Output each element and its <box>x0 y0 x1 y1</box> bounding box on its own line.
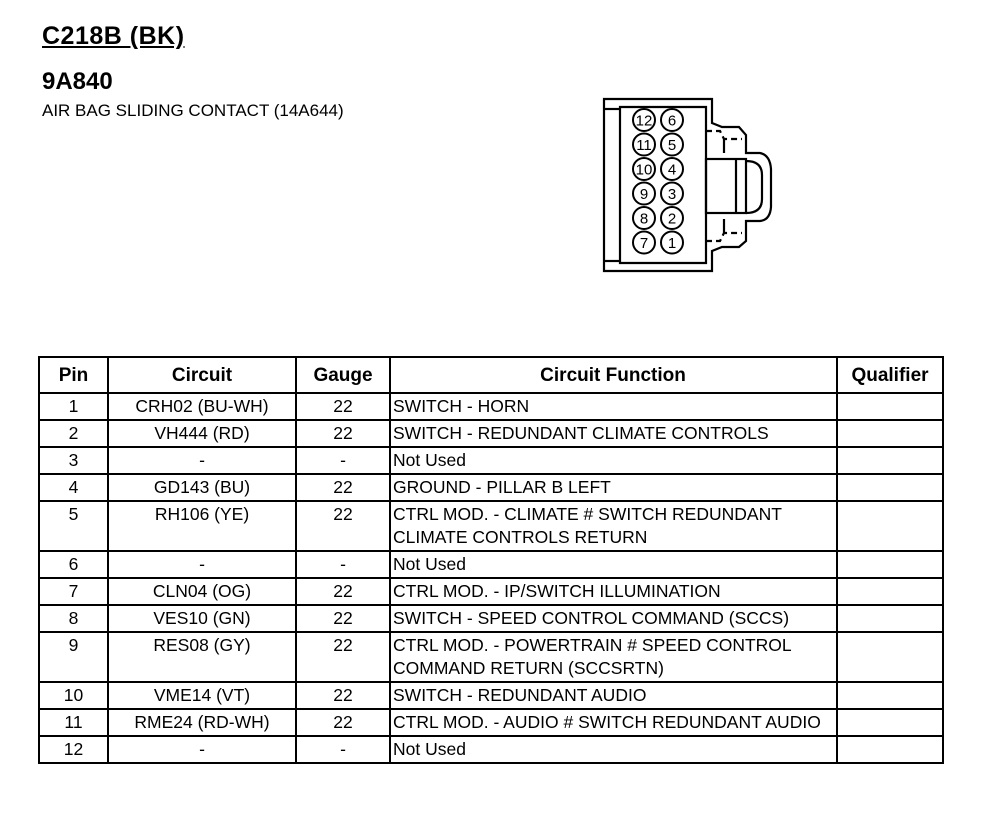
cell-pin: 3 <box>39 447 108 474</box>
cavity-number: 7 <box>639 235 649 252</box>
table-row <box>39 393 943 420</box>
cell-pin: 11 <box>39 709 108 736</box>
cell-circuit-function: CTRL MOD. - CLIMATE # SWITCH REDUNDANT CLIMATE CONTROLS RETURN <box>390 501 837 551</box>
cell-circuit: VH444 (RD) <box>108 420 296 447</box>
cell-qualifier <box>837 447 943 474</box>
cell-pin: 5 <box>39 501 108 551</box>
cell-circuit: VME14 (VT) <box>108 682 296 709</box>
cavity-pin <box>661 232 683 254</box>
table-row <box>39 474 943 501</box>
cell-qualifier <box>837 420 943 447</box>
cell-gauge: 22 <box>296 605 390 632</box>
cavity-number: 3 <box>667 186 677 203</box>
cell-circuit: - <box>108 736 296 763</box>
cell-gauge: 22 <box>296 682 390 709</box>
cavity-number: 6 <box>667 112 677 130</box>
cell-gauge: - <box>296 736 390 763</box>
cell-circuit: - <box>108 551 296 578</box>
table-row <box>39 682 943 709</box>
cavity-pin <box>661 158 683 180</box>
cavity-number: 5 <box>667 137 677 154</box>
cell-pin: 6 <box>39 551 108 578</box>
cell-circuit: CRH02 (BU-WH) <box>108 393 296 420</box>
cavity-number: 10 <box>635 161 653 179</box>
cavity-number: 8 <box>639 210 649 228</box>
cell-qualifier <box>837 605 943 632</box>
cavity-number: 12 <box>635 112 653 130</box>
cavity-pin <box>633 158 655 180</box>
cell-circuit-function: Not Used <box>390 447 837 474</box>
cavity-number: 11 <box>636 137 652 154</box>
cell-circuit-function: Not Used <box>390 551 837 578</box>
connector-description: AIR BAG SLIDING CONTACT (14A644) <box>42 101 344 120</box>
cell-qualifier <box>837 501 943 551</box>
cavity-pin <box>661 207 683 229</box>
header-qualifier: Qualifier <box>837 357 943 393</box>
table-row <box>39 605 943 632</box>
cell-circuit-function: SWITCH - HORN <box>390 393 837 420</box>
cavity-number: 2 <box>667 210 677 228</box>
cell-pin: 1 <box>39 393 108 420</box>
connector-id-title: C218B (BK) <box>42 22 185 50</box>
cavity-pin <box>661 109 683 131</box>
cell-qualifier <box>837 682 943 709</box>
table-header-row <box>39 357 943 393</box>
cavity-pin <box>633 207 655 229</box>
cell-gauge: 22 <box>296 501 390 551</box>
table-row <box>39 736 943 763</box>
cell-circuit-function: CTRL MOD. - AUDIO # SWITCH REDUNDANT AUDIO <box>390 709 837 736</box>
cell-qualifier <box>837 474 943 501</box>
table-row <box>39 501 943 551</box>
cell-gauge: - <box>296 551 390 578</box>
cell-circuit: RH106 (YE) <box>108 501 296 551</box>
cell-pin: 12 <box>39 736 108 763</box>
cell-qualifier <box>837 632 943 682</box>
cell-pin: 4 <box>39 474 108 501</box>
cavity-pin <box>661 134 683 156</box>
header-gauge: Gauge <box>296 357 390 393</box>
cavity-number: 4 <box>667 161 677 179</box>
cell-circuit-function: SWITCH - REDUNDANT AUDIO <box>390 682 837 709</box>
cavity-pin <box>661 183 683 205</box>
cell-circuit-function: Not Used <box>390 736 837 763</box>
table-row <box>39 551 943 578</box>
cavity-number: 1 <box>667 235 677 252</box>
cell-gauge: 22 <box>296 420 390 447</box>
part-number: 9A840 <box>42 68 113 95</box>
cell-circuit-function: SWITCH - SPEED CONTROL COMMAND (SCCS) <box>390 605 837 632</box>
cell-gauge: 22 <box>296 632 390 682</box>
cell-circuit-function: GROUND - PILLAR B LEFT <box>390 474 837 501</box>
cell-circuit-function: CTRL MOD. - POWERTRAIN # SPEED CONTROL COMMAND RETURN (SCCSRTN) <box>390 632 837 682</box>
cell-qualifier <box>837 709 943 736</box>
cavity-grid <box>633 109 683 254</box>
cavity-pin <box>633 183 655 205</box>
cell-qualifier <box>837 578 943 605</box>
cell-circuit-function: CTRL MOD. - IP/SWITCH ILLUMINATION <box>390 578 837 605</box>
cell-qualifier <box>837 551 943 578</box>
connector-face-diagram <box>596 95 786 275</box>
table-row <box>39 632 943 682</box>
cell-gauge: - <box>296 447 390 474</box>
cell-circuit: GD143 (BU) <box>108 474 296 501</box>
cell-gauge: 22 <box>296 578 390 605</box>
cell-pin: 10 <box>39 682 108 709</box>
cavity-pin <box>633 109 655 131</box>
table-row <box>39 709 943 736</box>
pinout-table <box>38 356 944 764</box>
header-pin: Pin <box>39 357 108 393</box>
table-row <box>39 578 943 605</box>
cell-pin: 7 <box>39 578 108 605</box>
cell-gauge: 22 <box>296 474 390 501</box>
cell-qualifier <box>837 393 943 420</box>
table-row <box>39 420 943 447</box>
cell-pin: 9 <box>39 632 108 682</box>
cell-pin: 8 <box>39 605 108 632</box>
cell-gauge: 22 <box>296 393 390 420</box>
header-circuit: Circuit <box>108 357 296 393</box>
cavity-pin <box>633 232 655 254</box>
cell-circuit: RES08 (GY) <box>108 632 296 682</box>
cell-circuit: - <box>108 447 296 474</box>
table-row <box>39 447 943 474</box>
cell-circuit: VES10 (GN) <box>108 605 296 632</box>
cell-pin: 2 <box>39 420 108 447</box>
cell-circuit: CLN04 (OG) <box>108 578 296 605</box>
cavity-number: 9 <box>639 186 649 203</box>
cell-gauge: 22 <box>296 709 390 736</box>
cell-circuit: RME24 (RD-WH) <box>108 709 296 736</box>
cell-circuit-function: SWITCH - REDUNDANT CLIMATE CONTROLS <box>390 420 837 447</box>
cavity-pin <box>633 134 655 156</box>
cell-qualifier <box>837 736 943 763</box>
header-circuit-function: Circuit Function <box>390 357 837 393</box>
